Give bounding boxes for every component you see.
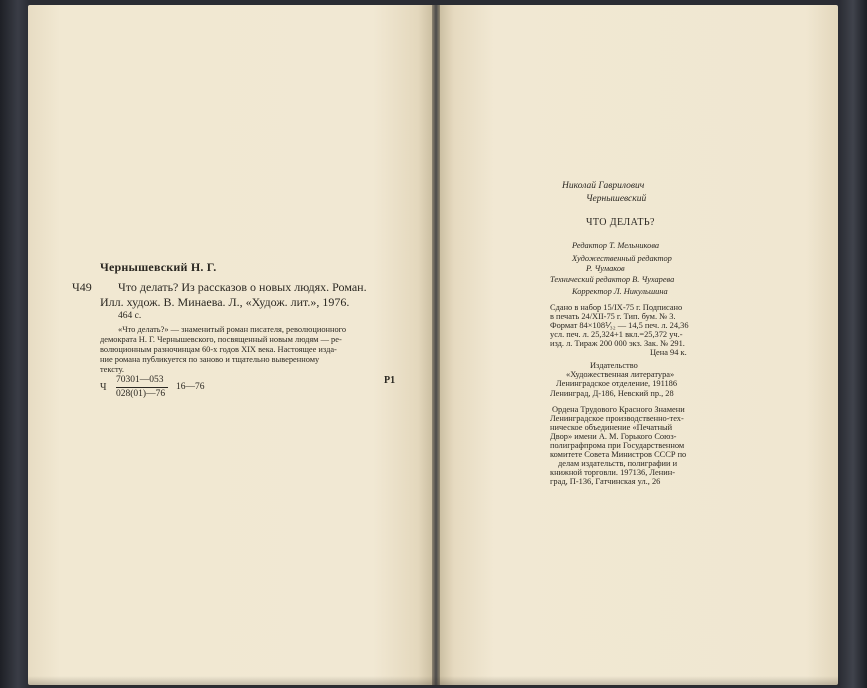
credit-line: Корректор Л. Никульшина <box>572 287 668 296</box>
publisher-line: Издательство <box>590 361 638 370</box>
publisher-line: Ленинград, Д-186, Невский пр., 28 <box>550 389 674 398</box>
print-data-line: в печать 24/XII-75 г. Тип. бум. № 3. <box>550 312 676 321</box>
author-surname: Чернышевский <box>586 194 647 204</box>
printer-line: комитете Совета Министров СССР по <box>550 450 687 459</box>
title-line-2: Илл. худож. В. Минаева. Л., «Худож. лит.», 1976. <box>100 295 350 309</box>
author-full-name: Николай Гаврилович <box>562 181 645 191</box>
printer-line: Ленинградское производственно-тех- <box>550 414 684 423</box>
printer-line: град, П-136, Гатчинская ул., 26 <box>550 477 661 486</box>
book-cover-right-edge <box>839 0 867 688</box>
catalog-code: Ч49 <box>72 280 92 294</box>
book-spine-gutter <box>432 5 440 685</box>
author-heading: Чернышевский Н. Г. <box>100 260 217 274</box>
printer-line: книжной торговли. 197136, Ленин- <box>550 468 675 477</box>
credit-line: Р. Чумаков <box>586 264 625 273</box>
print-data-line: изд. л. Тираж 200 000 экз. Зак. № 291. <box>550 339 685 348</box>
annotation-line: тексту. <box>100 365 124 374</box>
classification-code: Р1 <box>384 375 396 386</box>
printer-line: ническое объединение «Печатный <box>550 423 673 432</box>
printer-line: Ордена Трудового Красного Знамени <box>552 405 685 414</box>
index-denominator: 028(01)—76 <box>116 389 166 399</box>
print-data-line: усл. печ. л. 25,324+1 вкл.=25,372 уч.- <box>550 330 683 339</box>
printer-line: Двор» имени А. М. Горького Союз- <box>550 432 677 441</box>
publisher-line: Ленинградское отделение, 191186 <box>556 379 678 388</box>
publisher-line: «Художественная литература» <box>566 370 675 379</box>
book-cover-left-edge <box>0 0 30 688</box>
page-count: 464 с. <box>118 311 142 321</box>
credit-line: Редактор Т. Мельникова <box>572 241 660 250</box>
annotation-line: демократа Н. Г. Чернышевского, посвященный новым людям — ре- <box>100 335 342 344</box>
right-page <box>438 5 838 685</box>
print-data-line: Цена 94 к. <box>650 348 687 357</box>
print-data-line: Сдано в набор 15/IX-75 г. Подписано <box>550 303 683 312</box>
annotation-line: волюционным разночинцам 60-х годов XIX века. Настоящее изда- <box>100 345 337 354</box>
index-letter: Ч <box>100 382 107 393</box>
left-page <box>28 5 434 685</box>
title-line-1: Что делать? Из рассказов о новых людях. Роман. <box>118 280 367 294</box>
book-title: ЧТО ДЕЛАТЬ? <box>586 217 655 228</box>
index-fraction-bar <box>116 387 168 388</box>
index-numerator: 70301—053 <box>116 375 164 385</box>
page-bottom-shadow <box>28 676 840 686</box>
credit-line: Технический редактор В. Чухарева <box>550 275 675 284</box>
annotation-line: ние романа публикуется по заново и тщательно выверенному <box>100 355 320 364</box>
index-suffix: 16—76 <box>176 382 205 392</box>
credit-line: Художественный редактор <box>572 254 672 263</box>
printer-line: полиграфпрома при Государственном <box>550 441 685 450</box>
annotation-line: «Что делать?» — знаменитый роман писателя, революционного <box>118 325 347 334</box>
print-data-line: Формат 84×108⅟₃₂ — 14,5 печ. л. 24,36 <box>550 321 689 330</box>
printer-line: делам издательств, полиграфии и <box>558 459 678 468</box>
